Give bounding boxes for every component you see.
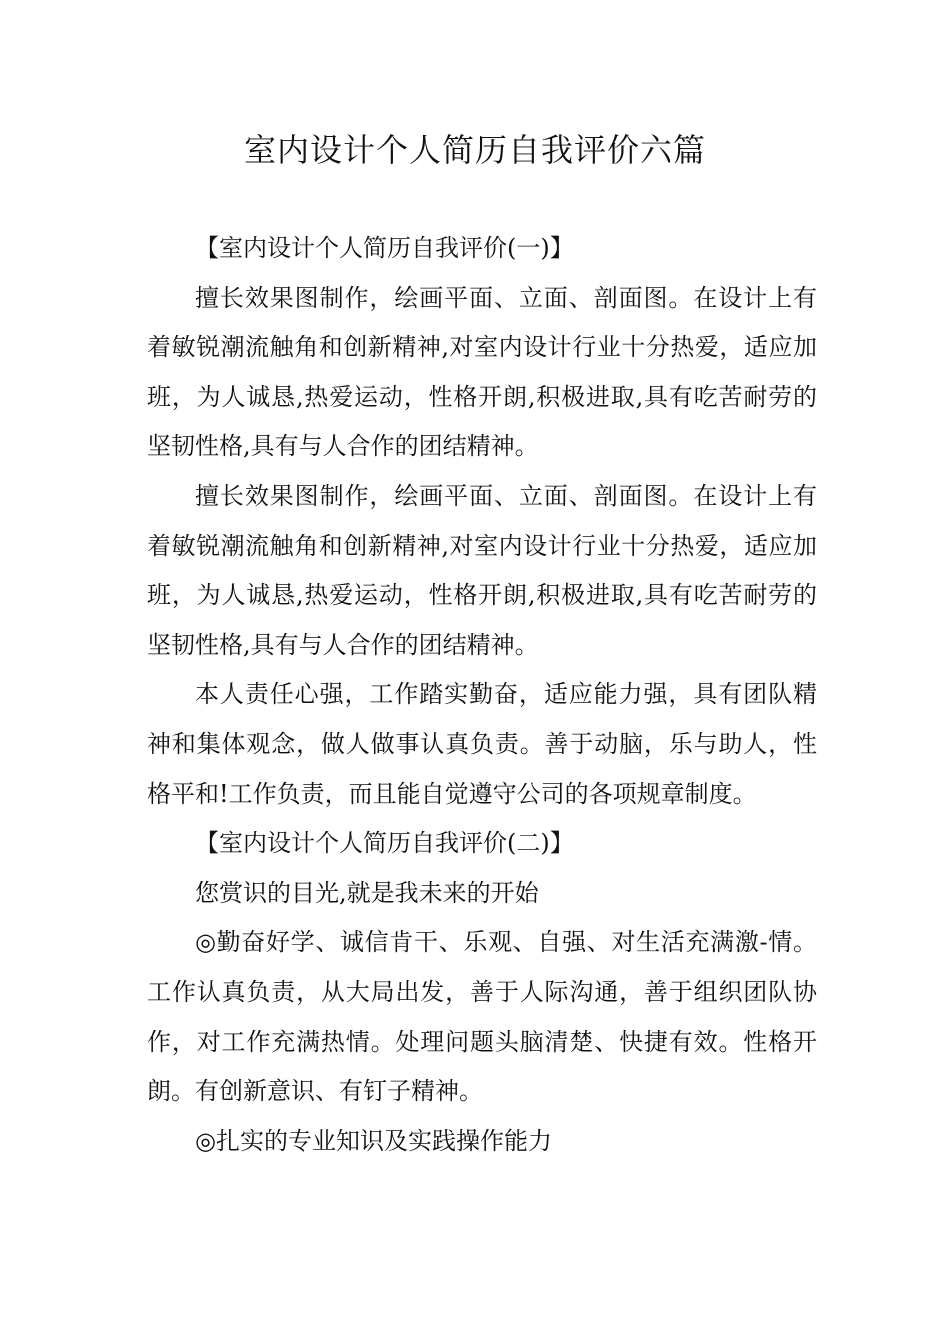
section-heading-2: 【室内设计个人简历自我评价(二)】 xyxy=(195,829,574,858)
paragraph: 本人责任心强，工作踏实勤奋，适应能力强，具有团队精神和集体观念，做人做事认真负责。善于动脑，乐与助人，性格平和!工作负责，而且能自觉遵守公司的各项规章制度。 xyxy=(147,680,817,808)
paragraph: ◎扎实的专业知识及实践操作能力 xyxy=(195,1126,552,1155)
document-title: 室内设计个人简历自我评价六篇 xyxy=(243,131,706,169)
paragraph: 您赏识的目光,就是我未来的开始 xyxy=(195,878,539,907)
section-heading-1: 【室内设计个人简历自我评价(一)】 xyxy=(195,234,574,262)
paragraph: 擅长效果图制作，绘画平面、立面、剖面图。在设计上有着敏锐潮流触角和创新精神,对室内设计行业十分热爱，适应加班，为人诚恳,热爱运动，性格开朗,积极进取,具有吃苦耐劳的坚韧性格,具有与人合作的团结精神。 xyxy=(147,283,817,461)
paragraph: 擅长效果图制作，绘画平面、立面、剖面图。在设计上有着敏锐潮流触角和创新精神,对室内设计行业十分热爱，适应加班，为人诚恳,热爱运动，性格开朗,积极进取,具有吃苦耐劳的坚韧性格,具有与人合作的团结精神。 xyxy=(147,481,817,659)
document-body xyxy=(147,224,817,1166)
paragraph: ◎勤奋好学、诚信肯干、乐观、自强、对生活充满激-情。工作认真负责，从大局出发，善于人际沟通，善于组织团队协作，对工作充满热情。处理问题头脑清楚、快捷有效。性格开朗。有创新意识、有钉子精神。 xyxy=(147,928,817,1106)
